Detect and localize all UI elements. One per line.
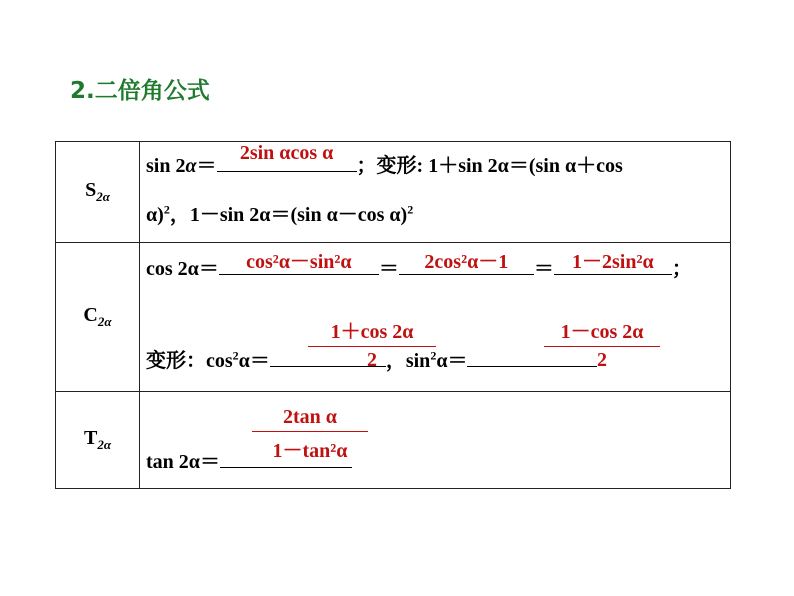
fraction-numerator: 1－cos 2α — [560, 321, 644, 343]
answer-c2a-1: cos²α－sin²α — [246, 251, 352, 273]
fraction-bar — [544, 346, 660, 347]
c2a-deform-eq: α＝ — [238, 350, 270, 372]
c2a-end: ； — [671, 258, 692, 280]
row-content-t2a — [140, 392, 731, 489]
s2a-line2-sup2: 2 — [407, 202, 414, 217]
answer-blank-c2a-2 — [399, 251, 534, 275]
table-row-t2a — [56, 392, 731, 489]
fraction-tan2-answer — [252, 406, 368, 463]
s2a-suffix: ；变形: 1＋sin 2α＝(sin α＋cos — [356, 155, 623, 177]
answer-s2a: 2sin αcos α — [239, 142, 334, 164]
label-subscript: 2α — [97, 437, 112, 452]
s2a-line2 — [146, 198, 413, 227]
fraction-denominator: 2 — [367, 349, 377, 371]
s2a-eq: ＝ — [196, 155, 217, 177]
row-content-c2a — [140, 243, 731, 392]
fraction-cos2-answer — [308, 315, 436, 372]
row-label-c2a — [56, 243, 140, 392]
fraction-bar — [308, 346, 436, 347]
c2a-comma: ，sin — [385, 350, 431, 372]
table-row-s2a — [56, 142, 731, 243]
fraction-denominator: 1－tan²α — [272, 440, 348, 462]
c2a-sin-eq: α＝ — [436, 350, 468, 372]
s2a-line2-sup: 2 — [163, 202, 170, 217]
s2a-line2-rest: ，1－sin 2α＝(sin α－cos α) — [169, 204, 408, 226]
formula-table — [55, 141, 731, 489]
fraction-numerator: 1＋cos 2α — [330, 321, 414, 343]
row-label-s2a — [56, 142, 140, 243]
s2a-alpha: α — [185, 155, 197, 177]
s2a-line1 — [146, 142, 623, 178]
c2a-prefix: cos 2α＝ — [146, 258, 219, 280]
answer-blank-c2a-3 — [554, 251, 672, 275]
label-letter: T — [83, 427, 98, 449]
c2a-line1 — [146, 251, 692, 281]
label-subscript: 2α — [97, 314, 112, 329]
c2a-eq2: ＝ — [533, 258, 554, 280]
c2a-deform-label: 变形：cos — [146, 350, 233, 372]
fraction-bar — [252, 431, 368, 432]
row-content-s2a — [140, 142, 731, 243]
c2a-sin-sup: 2 — [430, 348, 437, 363]
c2a-eq1: ＝ — [378, 258, 399, 280]
label-subscript: 2α — [96, 189, 110, 204]
answer-c2a-2: 2cos²α－1 — [424, 251, 509, 273]
c2a-deform-sup: 2 — [232, 348, 239, 363]
table-row-c2a — [56, 243, 731, 392]
fraction-numerator: 2tan α — [283, 406, 337, 428]
label-letter: C — [83, 304, 98, 326]
label-letter: S — [85, 179, 97, 201]
section-title: 2.二倍角公式 — [70, 78, 210, 104]
answer-blank-c2a-1 — [219, 251, 379, 275]
answer-c2a-3: 1－2sin²α — [572, 251, 654, 273]
fraction-sin2-answer — [544, 315, 660, 372]
s2a-line2-start: α) — [146, 204, 164, 226]
t2a-prefix: tan 2α＝ — [146, 451, 220, 473]
fraction-denominator: 2 — [597, 349, 607, 371]
answer-blank-s2a — [217, 142, 357, 172]
s2a-prefix: sin 2 — [146, 155, 186, 177]
row-label-t2a — [56, 392, 140, 489]
